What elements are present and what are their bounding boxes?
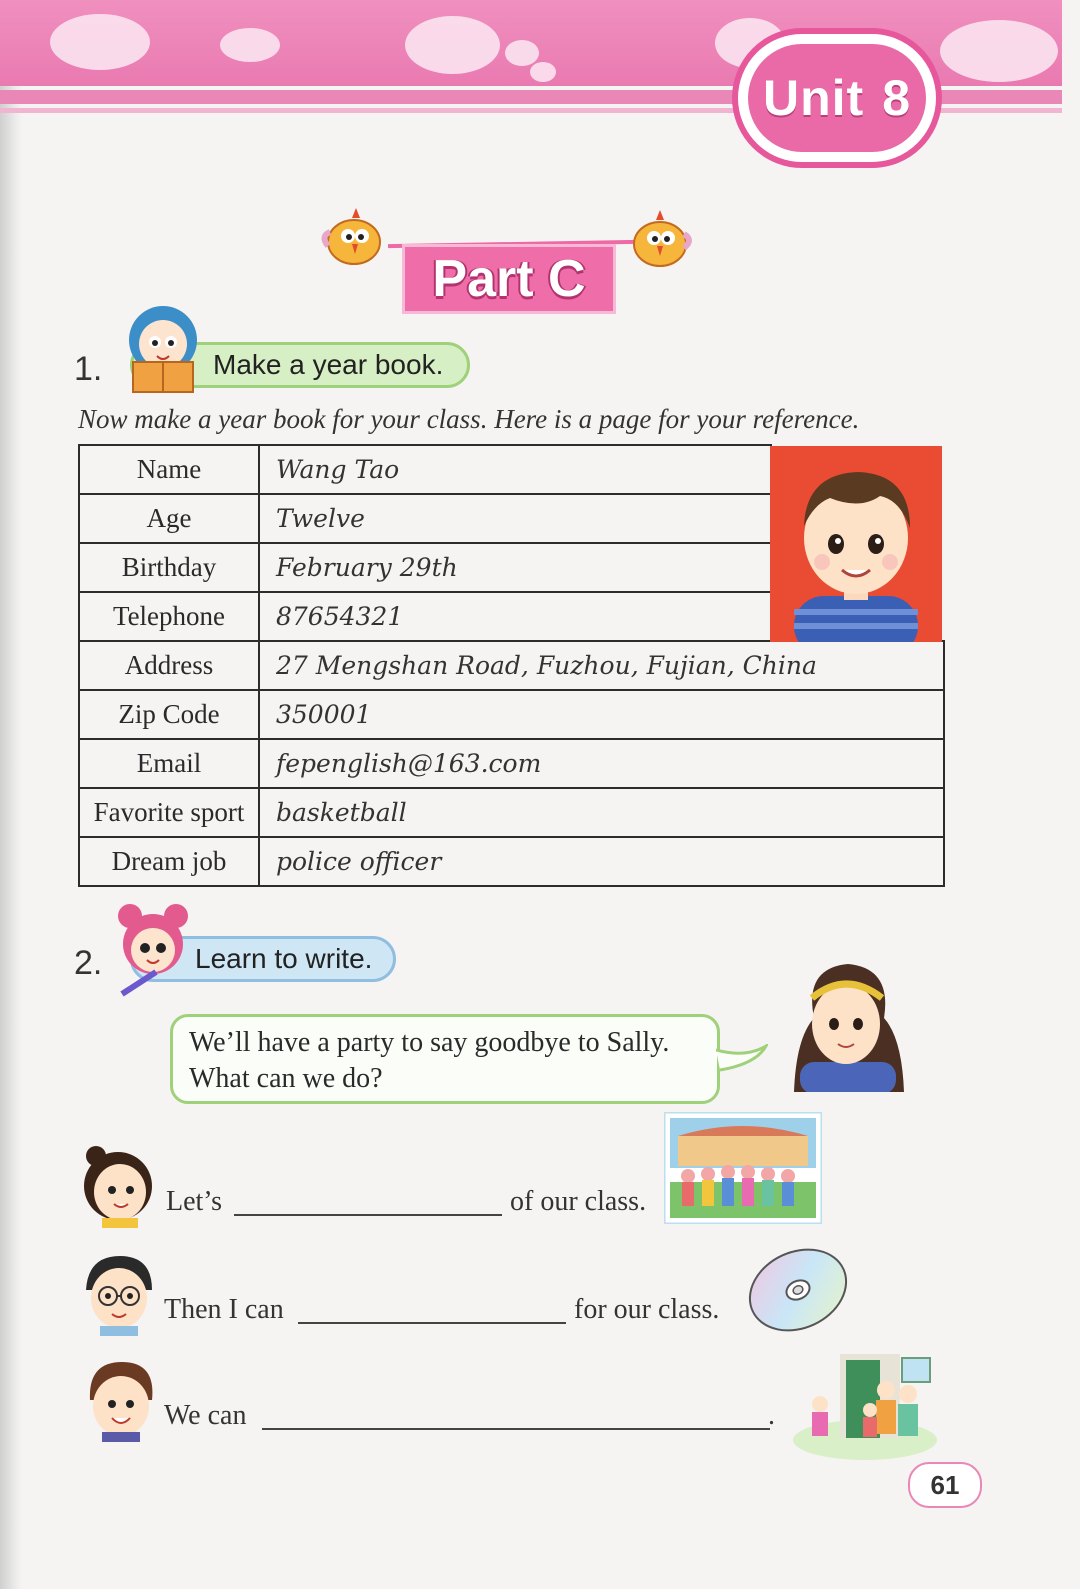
table-row: [79, 837, 944, 886]
row-label: Age: [79, 494, 259, 543]
answer-blank-1[interactable]: [234, 1214, 502, 1216]
unit-badge: [732, 28, 942, 168]
girl-face-icon: [76, 1142, 158, 1228]
sentence3-start: We can: [164, 1400, 247, 1431]
bubble-line-2: What can we do?: [189, 1063, 383, 1094]
unit-badge-inner: [748, 44, 926, 152]
section1-instruction: Now make a year book for your class. Here is a page for your reference.: [78, 404, 860, 434]
sentence1-end: of our class.: [510, 1186, 647, 1217]
boy-portrait-icon: [770, 446, 942, 642]
cloud-decoration: [220, 28, 280, 62]
student-photo: [770, 446, 942, 642]
class-photo-icon: [664, 1112, 822, 1224]
answer-blank-3[interactable]: [262, 1428, 770, 1430]
row-value: 350001: [259, 690, 944, 739]
section1-number: 1.: [74, 350, 103, 388]
cloud-decoration: [50, 14, 150, 70]
section2-number: 2.: [74, 944, 103, 982]
girl-sally-icon: [784, 958, 910, 1092]
part-title-banner: [318, 206, 708, 316]
row-value: 27 Mengshan Road, Fuzhou, Fujian, China: [259, 641, 944, 690]
table-row: [79, 690, 944, 739]
reading-kid-icon: [115, 300, 207, 396]
bird-icon: [318, 206, 388, 268]
cloud-decoration: [940, 20, 1058, 82]
page-spine-shadow: [0, 0, 22, 1589]
row-value: 87654321: [259, 592, 771, 641]
row-value: Twelve: [259, 494, 771, 543]
answer-blank-2[interactable]: [298, 1322, 566, 1324]
page-number: 61: [908, 1462, 982, 1508]
unit-label: Unit: [762, 70, 865, 126]
boy-face-icon: [80, 1356, 162, 1442]
part-title-box: [402, 244, 616, 314]
cd-disc-icon: [744, 1244, 852, 1336]
cloud-decoration: [505, 40, 539, 66]
bird-icon: [626, 210, 696, 272]
section2-title: Learn to write.: [195, 943, 373, 974]
sentence2-start: Then I can: [164, 1294, 284, 1325]
part-title: Part C: [432, 250, 586, 308]
row-label: Favorite sport: [79, 788, 259, 837]
cloud-decoration: [530, 62, 556, 82]
table-row: [79, 788, 944, 837]
unit-number: 8: [882, 70, 911, 126]
table-row: [79, 641, 944, 690]
row-label: Name: [79, 445, 259, 494]
speech-bubble: [170, 1014, 720, 1104]
family-at-door-icon: [790, 1344, 940, 1462]
row-label: Address: [79, 641, 259, 690]
sentence3-end: .: [768, 1400, 775, 1431]
row-value: police officer: [259, 837, 944, 886]
cloud-decoration: [405, 16, 500, 74]
table-row: [79, 739, 944, 788]
boy-glasses-face-icon: [78, 1250, 160, 1336]
row-value: fepenglish@163.com: [259, 739, 944, 788]
row-label: Email: [79, 739, 259, 788]
sentence1-start: Let’s: [166, 1186, 222, 1217]
row-label: Telephone: [79, 592, 259, 641]
row-label: Zip Code: [79, 690, 259, 739]
row-label: Birthday: [79, 543, 259, 592]
bubble-tail: [716, 1044, 768, 1074]
writing-kid-icon: [112, 902, 194, 1006]
sentence2-end: for our class.: [574, 1294, 720, 1325]
row-label: Dream job: [79, 837, 259, 886]
row-value: basketball: [259, 788, 944, 837]
row-value: Wang Tao: [259, 445, 771, 494]
bubble-line-1: We’ll have a party to say goodbye to Sally.: [189, 1027, 670, 1058]
row-value: February 29th: [259, 543, 771, 592]
section1-title: Make a year book.: [213, 349, 444, 380]
